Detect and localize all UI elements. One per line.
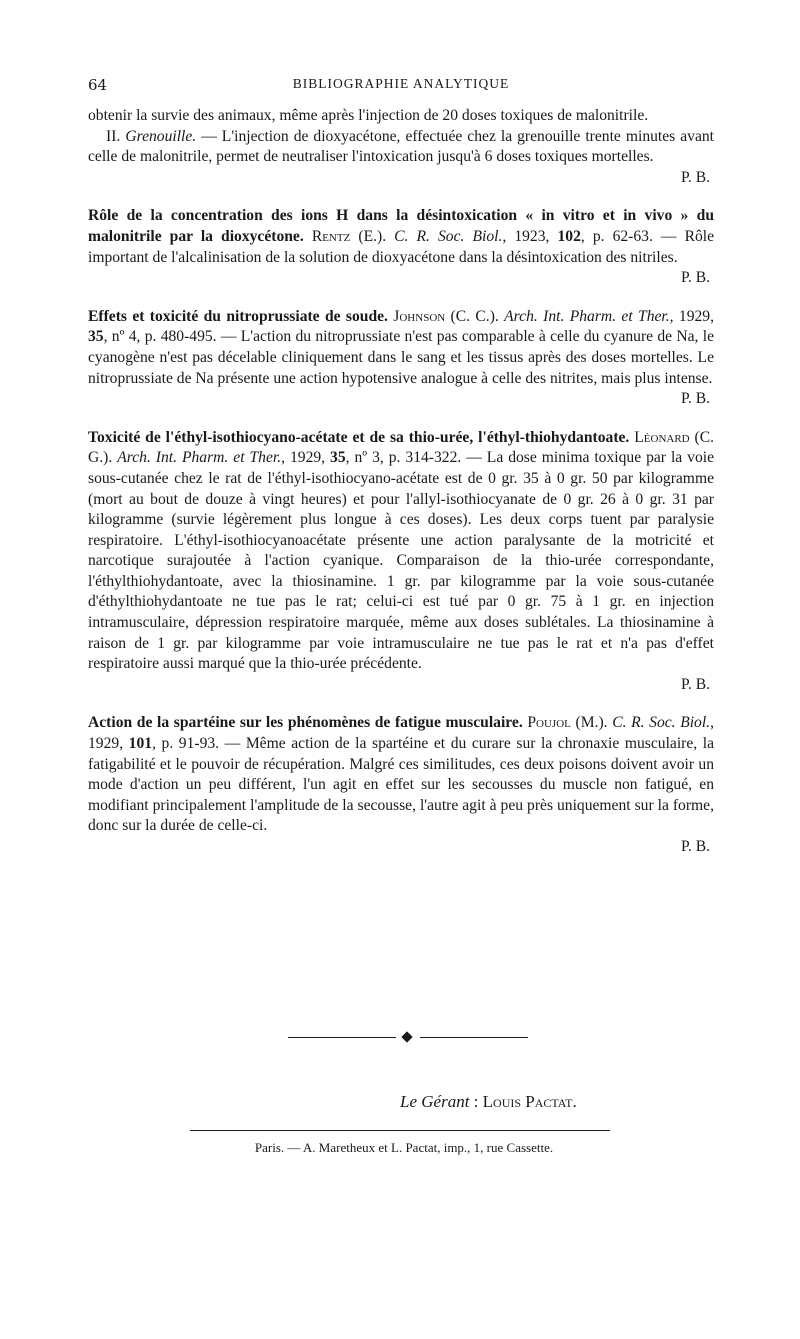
page-number: 64 bbox=[88, 76, 108, 94]
page-content bbox=[88, 106, 714, 858]
article-author: Léonard bbox=[634, 428, 690, 446]
article-body: — L'action du nitroprussiate n'est pas comparable à celle du cyanure de Na, le cyanogène n'est pas décelable cliniquement dans le sang et les tissus après des doses mortelles. Le nitroprussiate de Na présente une action hypotensive analogue à celle des nitrites, mais plus intense. bbox=[88, 328, 715, 387]
gerant-label: Le Gérant bbox=[400, 1092, 470, 1111]
article-entry bbox=[88, 307, 714, 410]
section-separator bbox=[288, 1031, 528, 1045]
article-paragraph bbox=[88, 428, 714, 675]
article-title: Action de la spartéine sur les phénomènes de fatigue musculaire. bbox=[88, 714, 523, 732]
article-ref-pre: , 1929, bbox=[88, 714, 714, 753]
article-ref-post: , p. 91-93. bbox=[152, 735, 220, 753]
separator-line-left bbox=[288, 1037, 396, 1038]
article-body: — Même action de la spartéine et du curare sur la chronaxie musculaire, la fatigabilité et le pouvoir de récupération. Malgré ces similitudes, ces deux poisons doivent avoir un mode d'action un peu différent, l'un agit en effet sur les secousses du muscle non fatigué, en modifiant principalement l'amplitude de la secousse, l'autre agit à peu près uniquement sur la forme, donc sur la durée de celle-ci. bbox=[88, 735, 715, 835]
separator-line-right bbox=[420, 1037, 528, 1038]
article-signature: P. B. bbox=[680, 838, 710, 855]
gerant-line bbox=[400, 1092, 577, 1112]
running-title: BIBLIOGRAPHIE ANALYTIQUE bbox=[292, 76, 510, 91]
page-header bbox=[88, 70, 714, 96]
article-journal: C. R. Soc. Biol. bbox=[394, 227, 503, 245]
article-title: Toxicité de l'éthyl-isothiocyano-acétate et de sa thio-urée, l'éthyl-thiohydantoate. bbox=[88, 428, 630, 446]
page bbox=[88, 70, 714, 858]
section-numeral: II. bbox=[106, 127, 121, 145]
printer-imprint: Paris. — A. Maretheux et L. Pactat, imp., 1, rue Cassette. bbox=[254, 1140, 554, 1155]
article-entry bbox=[88, 713, 714, 857]
diamond-ornament-icon bbox=[401, 1031, 412, 1042]
article-entry bbox=[88, 428, 714, 696]
gerant-separator: : bbox=[469, 1092, 483, 1111]
article-ref-post: , p. 62-63. bbox=[580, 227, 653, 245]
intro-signature: P. B. bbox=[680, 168, 710, 186]
article-author: Rentz bbox=[311, 227, 351, 245]
article-ref-pre: , 1929, bbox=[281, 449, 331, 467]
article-volume: 102 bbox=[557, 227, 581, 245]
article-author-initials: (C. G.). bbox=[88, 428, 715, 467]
article-author: Poujol bbox=[527, 714, 571, 732]
article-body: — La dose minima toxique par la voie sous-cutanée chez le rat de l'éthyl-isothiocyano-acétate est de 0 gr. 35 à 0 gr. 50 par kilogramme (mort au bout de douze à vingt heures) et pour l'allyl-isothiocyanate de 0 gr. 26 à 0 gr. 31 par kilogramme (survie légèrement plus longue à ces doses). Les deux corps tuent par paralysie respiratoire. L'éthyl-isothiocyanoacétate présente une action paralysante de la motricité et narcotique surajoutée à l'action cyanique. Comparaison de la thio-urée correspondante, l'éthylthiohydantoate, avec la thiosinamine. 1 gr. par kilogramme par la voie sous-cutanée d'éthylthiohydantoate ne tue pas le rat; celui-ci est tué par 0 gr. 75 à 1 gr. en injection intramusculaire, dépression respiratoire marquée, même aux doses sublétales. La thiosinamine à raison de 1 gr. par kilogramme par voie intramusculaire ne tue pas le rat et n'a pas d'effet respiratoire aussi marqué que la thio-urée précédente. bbox=[88, 449, 715, 673]
article-author-initials: (M.). bbox=[570, 714, 613, 732]
article-journal: Arch. Int. Pharm. et Ther. bbox=[117, 449, 282, 467]
article-volume: 35 bbox=[88, 328, 104, 346]
section-species: Grenouille. bbox=[125, 127, 197, 145]
article-ref-pre: , 1923, bbox=[502, 227, 558, 245]
article-ref-pre: , 1929, bbox=[669, 307, 714, 325]
article-paragraph bbox=[88, 206, 714, 268]
article-author-initials: (E.). bbox=[350, 227, 395, 245]
article-paragraph bbox=[88, 307, 714, 389]
article-journal: Arch. Int. Pharm. et Ther. bbox=[504, 307, 670, 325]
continuation-paragraph: obtenir la survie des animaux, même après l'injection de 20 doses toxiques de malonitrile. bbox=[88, 107, 649, 124]
article-paragraph bbox=[88, 713, 714, 837]
article-signature: P. B. bbox=[680, 675, 710, 693]
article-volume: 35 bbox=[330, 449, 346, 467]
gerant-name: Louis Pactat. bbox=[482, 1092, 577, 1111]
article-volume: 101 bbox=[128, 735, 153, 753]
section-text: — L'injection de dioxyacétone, effectuée chez la grenouille trente minutes avant celle de malonitrile, permet de neutraliser l'intoxication jusqu'à 6 doses toxiques mortelles. bbox=[88, 127, 715, 166]
article-title: Rôle de la concentration des ions H dans la désintoxication « in vitro et in vivo » du malonitrile par la dioxycétone. bbox=[88, 207, 714, 245]
section-ii-paragraph bbox=[88, 127, 714, 168]
article-ref-post: , nº 4, p. 480-495. bbox=[103, 328, 217, 346]
article-author: Johnson bbox=[393, 307, 446, 325]
article-ref-post: , nº 3, p. 314-322. bbox=[345, 449, 462, 467]
article-body: — Rôle important de l'alcalinisation de la solution de dioxyacétone dans la désintoxication des nitriles. bbox=[88, 227, 715, 266]
article-signature: P. B. bbox=[680, 390, 710, 408]
article-entry bbox=[88, 206, 714, 288]
footer-rule bbox=[190, 1130, 610, 1131]
article-author-initials: (C. C.). bbox=[445, 307, 505, 325]
article-journal: C. R. Soc. Biol. bbox=[612, 714, 711, 732]
article-signature: P. B. bbox=[680, 269, 710, 287]
article-title: Effets et toxicité du nitroprussiate de soude. bbox=[88, 307, 388, 325]
